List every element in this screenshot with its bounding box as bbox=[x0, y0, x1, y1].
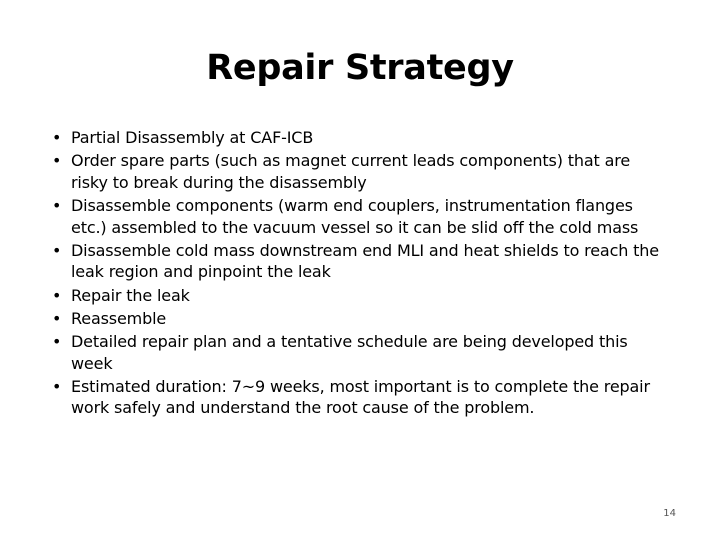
bullet-item bbox=[52, 127, 668, 149]
bullet-item bbox=[52, 285, 668, 307]
bullet-text: Repair the leak bbox=[71, 285, 190, 305]
bullet-item bbox=[52, 195, 668, 238]
bullet-item bbox=[52, 376, 668, 419]
bullet-text: Disassemble components (warm end couplers, instrumentation flanges etc.) assembled to the vacuum vessel so it can be slid off the cold mass bbox=[71, 195, 639, 237]
bullet-point-icon: • bbox=[52, 151, 62, 171]
bullet-point-icon: • bbox=[52, 308, 62, 328]
bullet-point-icon: • bbox=[52, 128, 62, 147]
bullet-item bbox=[52, 240, 668, 283]
bullet-point-icon: • bbox=[52, 285, 62, 305]
bullet-text: Detailed repair plan and a tentative schedule are being developed this week bbox=[71, 331, 628, 373]
bullet-point-icon: • bbox=[52, 376, 62, 396]
bullet-point-icon: • bbox=[52, 331, 62, 351]
bullet-text: Partial Disassembly at CAF-ICB bbox=[71, 128, 314, 147]
bullet-list bbox=[52, 127, 668, 420]
bullet-point-icon: • bbox=[52, 240, 62, 260]
bullet-item bbox=[52, 150, 668, 193]
bullet-point-icon: • bbox=[52, 195, 62, 215]
bullet-text: Estimated duration: 7~9 weeks, most important is to complete the repair work safely and understand the root cause of the problem. bbox=[71, 376, 650, 418]
bullet-item bbox=[52, 331, 668, 374]
bullet-text: Disassemble cold mass downstream end MLI and heat shields to reach the leak region and pinpoint the leak bbox=[71, 240, 659, 282]
slide-title: Repair Strategy bbox=[206, 48, 514, 88]
bullet-text: Reassemble bbox=[71, 308, 167, 328]
bullet-text: Order spare parts (such as magnet current leads components) that are risky to break during the disassembly bbox=[71, 151, 631, 192]
bullet-item bbox=[52, 308, 668, 330]
page-number: 14 bbox=[663, 508, 676, 519]
